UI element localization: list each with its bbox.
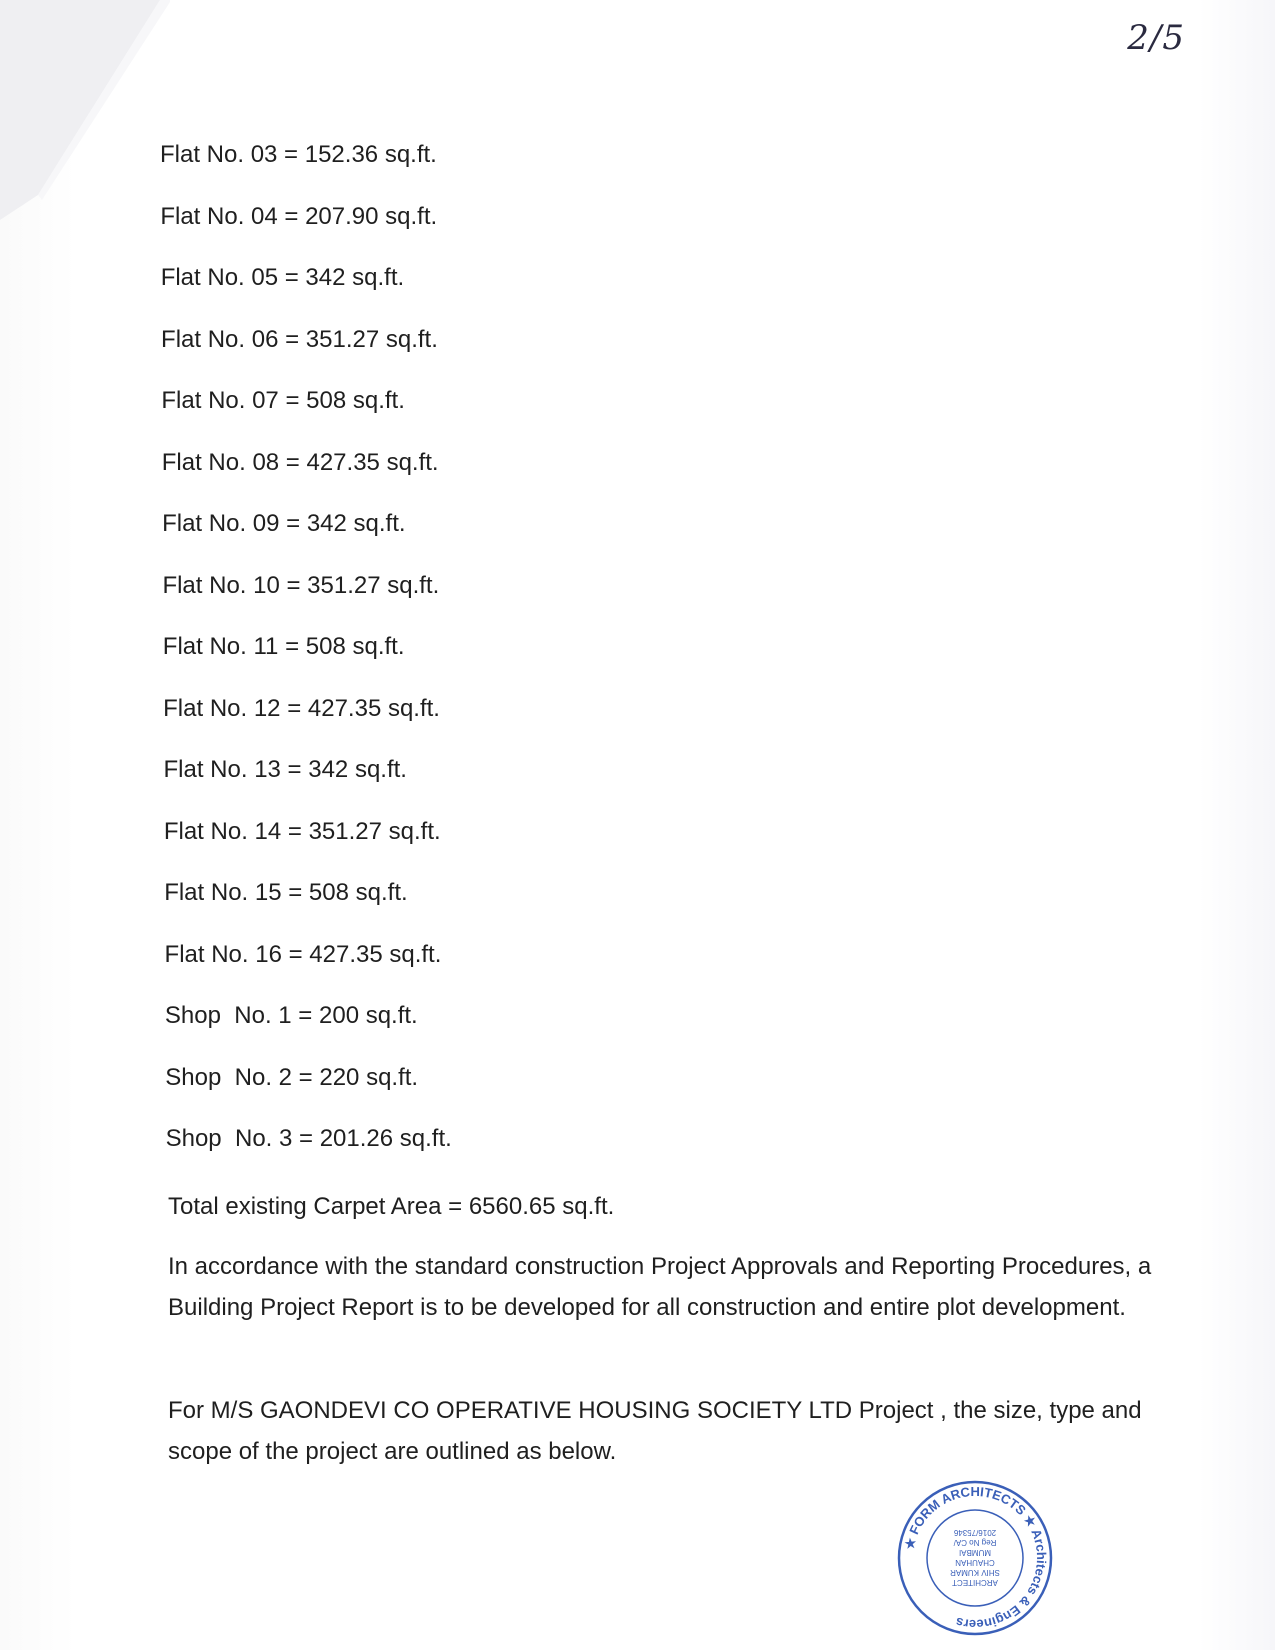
area-list [160, 138, 860, 1184]
area-line: Flat No. 11 = 508 sq.ft. [162, 633, 405, 660]
area-line: Shop No. 2 = 220 sq.ft. [165, 1063, 419, 1091]
page-number: 2/5 [1127, 18, 1185, 58]
architect-stamp [895, 1478, 1055, 1638]
area-line: Flat No. 08 = 427.35 sq.ft. [161, 448, 439, 476]
stamp-inner-line: CHAUHAN [955, 1558, 995, 1567]
area-line: Flat No. 12 = 427.35 sq.ft. [163, 694, 440, 722]
paragraph-approvals: In accordance with the standard construction Project Approvals and Reporting Procedures, a Building Project Report is to be developed for all construction and entire plot development. [168, 1253, 1152, 1321]
area-line: Shop No. 1 = 200 sq.ft. [164, 1002, 418, 1029]
area-line: Flat No. 10 = 351.27 sq.ft. [162, 571, 440, 599]
stamp-inner-line: ARCHITECT [952, 1578, 998, 1587]
area-line: Flat No. 14 = 351.27 sq.ft. [163, 817, 441, 845]
area-line: Flat No. 04 = 207.90 sq.ft. [160, 202, 438, 230]
area-line: Flat No. 13 = 342 sq.ft. [163, 756, 407, 783]
area-line: Flat No. 09 = 342 sq.ft. [162, 510, 406, 537]
area-line: Flat No. 03 = 152.36 sq.ft. [160, 141, 437, 168]
stamp-inner-line: Reg No CA/ [953, 1538, 997, 1547]
stamp-outer-text: ★ FORM ARCHITECTS ★ Architects & Engineers [901, 1483, 1050, 1633]
stamp-inner-line: MUMBAI [959, 1548, 991, 1557]
area-line: Flat No. 15 = 508 sq.ft. [164, 879, 408, 906]
stamp-inner-line: 2016/75346 [953, 1528, 997, 1537]
stamp-inner-line: SHIV KUMAR [950, 1568, 1000, 1577]
folded-corner [0, 0, 170, 220]
area-line: Flat No. 05 = 342 sq.ft. [160, 264, 405, 291]
area-line: Flat No. 07 = 508 sq.ft. [161, 387, 405, 414]
stamp-inner-ring [927, 1510, 1023, 1606]
total-carpet-area: Total existing Carpet Area = 6560.65 sq.ft. [168, 1193, 615, 1220]
area-line: Shop No. 3 = 201.26 sq.ft. [165, 1125, 452, 1152]
paragraph-project-scope: For M/S GAONDEVI CO OPERATIVE HOUSING SOCIETY LTD Project , the size, type and scope of the project are outlined as below. [168, 1397, 1142, 1465]
stamp-outer-ring [899, 1482, 1051, 1634]
area-line: Flat No. 16 = 427.35 sq.ft. [164, 940, 442, 968]
area-line: Flat No. 06 = 351.27 sq.ft. [161, 325, 438, 353]
